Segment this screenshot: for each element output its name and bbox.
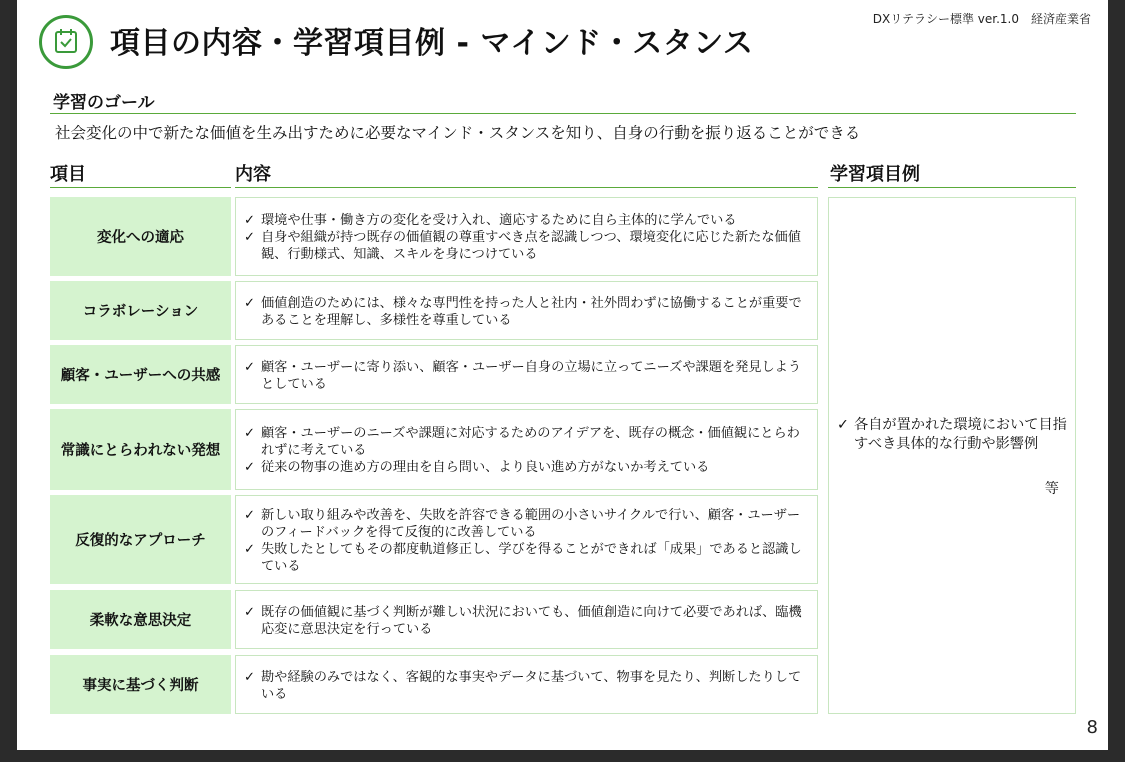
row-content	[235, 281, 818, 340]
bullet-item: ✓ 環境や仕事・働き方の変化を受け入れ、適応するために自ら主体的に学んでいる	[244, 213, 737, 228]
bullet-item: ✓ 自身や組織が持つ既存の価値観の尊重すべき点を認識しつつ、環境変化に応じた新たな価値観、行動様式、知識、スキルを身につけている	[244, 230, 801, 262]
row-content	[235, 590, 818, 649]
check-icon: ✓	[244, 507, 256, 523]
page-title: 項目の内容・学習項目例 - マインド・スタンス	[110, 26, 754, 61]
check-icon: ✓	[244, 359, 256, 375]
check-icon: ✓	[244, 213, 256, 228]
calendar-check-icon	[39, 15, 93, 69]
goal-label: 学習のゴール	[53, 93, 155, 113]
check-icon: ✓	[244, 604, 256, 620]
row-label: 常識にとらわれない発想	[50, 409, 231, 490]
row-content	[235, 345, 818, 404]
example-etc: 等	[1044, 481, 1059, 497]
column-header-item: 項目	[50, 164, 86, 185]
row-label: 変化への適応	[50, 197, 231, 276]
check-icon: ✓	[244, 669, 256, 685]
header-divider	[828, 187, 1076, 188]
page-number: 8	[1086, 717, 1098, 738]
example-item: ✓ 各自が置かれた環境において目指すべき具体的な行動や影響例	[837, 417, 1067, 452]
bullet-item: ✓ 新しい取り組みや改善を、失敗を許容できる範囲の小さいサイクルで行い、顧客・ユーザーのフィードバックを得て反復的に改善している	[244, 507, 801, 540]
bullet-item: ✓ 従来の物事の進め方の理由を自ら問い、より良い進め方がないか考えている	[244, 460, 710, 475]
row-content	[235, 409, 818, 490]
bullet-item: ✓ 顧客・ユーザーのニーズや課題に対応するためのアイデアを、既存の概念・価値観にとらわれずに考えている	[244, 426, 800, 458]
bullet-item: ✓ 顧客・ユーザーに寄り添い、顧客・ユーザー自身の立場に立ってニーズや課題を発見しようとしている	[244, 359, 802, 392]
check-icon: ✓	[244, 460, 256, 475]
bullet-item: ✓ 勘や経験のみではなく、客観的な事実やデータに基づいて、物事を見たり、判断したりしている	[244, 669, 802, 702]
row-content	[235, 655, 818, 714]
check-icon: ✓	[244, 541, 256, 557]
header-divider	[50, 187, 231, 188]
row-label: 柔軟な意思決定	[50, 590, 231, 649]
goal-divider	[50, 113, 1076, 114]
check-icon: ✓	[244, 295, 256, 311]
column-header-content: 内容	[235, 164, 271, 185]
bullet-item: ✓ 価値創造のためには、様々な専門性を持った人と社内・社外問わずに協働することが重要であることを理解し、多様性を尊重している	[244, 295, 802, 328]
source-note: DXリテラシー標準 ver.1.0 経済産業省	[872, 12, 1091, 26]
header-divider	[235, 187, 818, 188]
column-header-example: 学習項目例	[830, 164, 920, 185]
goal-text: 社会変化の中で新たな価値を生み出すために必要なマインド・スタンスを知り、自身の行動を振り返ることができる	[55, 124, 861, 142]
row-label: 事実に基づく判断	[50, 655, 231, 714]
example-box	[828, 197, 1076, 714]
row-content	[235, 495, 818, 584]
check-icon: ✓	[244, 230, 256, 245]
bullet-item: ✓ 既存の価値観に基づく判断が難しい状況においても、価値創造に向けて必要であれば、臨機応変に意思決定を行っている	[244, 604, 802, 637]
bullet-item: ✓ 失敗したとしてもその都度軌道修正し、学びを得ることができれば「成果」であると認識している	[244, 541, 802, 574]
row-label: 顧客・ユーザーへの共感	[50, 345, 231, 404]
row-label: 反復的なアプローチ	[50, 495, 231, 584]
row-content	[235, 197, 818, 276]
check-icon: ✓	[244, 426, 256, 441]
row-label: コラボレーション	[50, 281, 231, 340]
check-icon: ✓	[837, 417, 849, 433]
slide	[17, 0, 1108, 750]
